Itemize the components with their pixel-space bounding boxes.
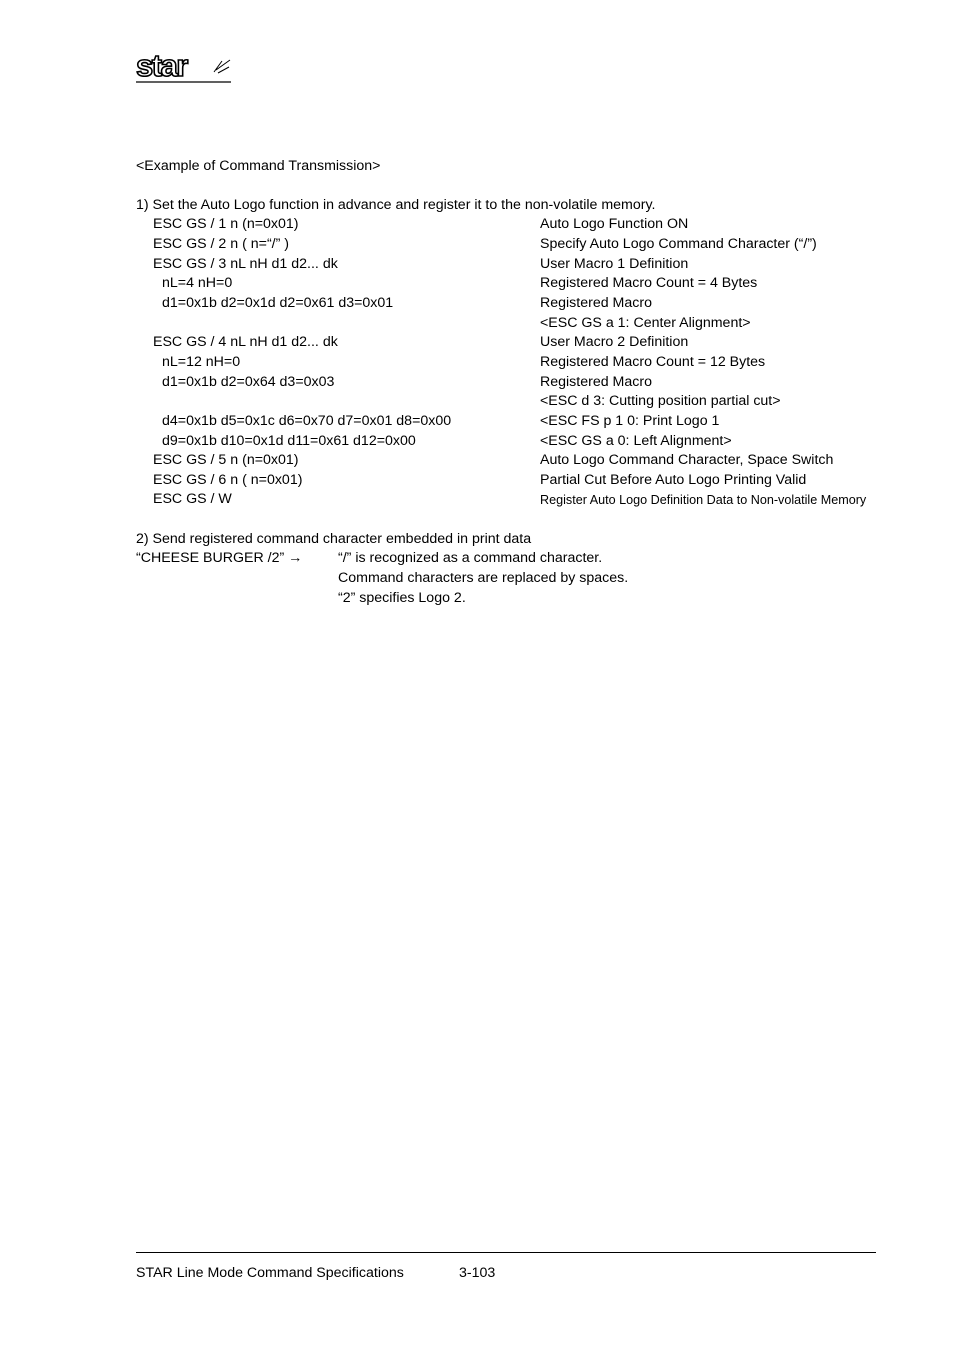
step1-cmd-2: ESC GS / 2 n ( n=“/” ) <box>153 236 290 252</box>
footer-doc-title: STAR Line Mode Command Specifications <box>136 1265 404 1281</box>
step1-title: 1) Set the Auto Logo function in advance and register it to the non-volatile memory. <box>136 197 656 213</box>
step1-desc-1: Auto Logo Function ON <box>540 216 689 232</box>
step1-desc-5: Registered Macro <box>540 295 652 311</box>
step2-note-1: “/” is recognized as a command character. <box>338 550 603 566</box>
step1-desc-14: Partial Cut Before Auto Logo Printing Valid <box>540 472 807 488</box>
step2-note-3: “2” specifies Logo 2. <box>338 590 466 606</box>
step1-cmd-14: ESC GS / 6 n ( n=0x01) <box>153 472 303 488</box>
step1-desc-6: <ESC GS a 1: Center Alignment> <box>540 315 751 331</box>
logo-star-mark-icon <box>214 60 230 73</box>
step2-title: 2) Send registered command character embedded in print data <box>136 531 532 547</box>
step1-cmd-8: nL=12 nH=0 <box>162 354 241 370</box>
step1-desc-12: <ESC GS a 0: Left Alignment> <box>540 433 732 449</box>
step1-cmd-3: ESC GS / 3 nL nH d1 d2... dk <box>153 256 338 272</box>
step1-desc-10: <ESC d 3: Cutting position partial cut> <box>540 393 781 409</box>
step1-desc-13: Auto Logo Command Character, Space Switch <box>540 452 834 468</box>
step1-cmd-15: ESC GS / W <box>153 491 232 507</box>
step1-cmd-9: d1=0x1b d2=0x64 d3=0x03 <box>162 374 335 390</box>
step1-cmd-12: d9=0x1b d10=0x1d d11=0x61 d12=0x00 <box>162 433 416 449</box>
step1-desc-7: User Macro 2 Definition <box>540 334 689 350</box>
step1-desc-8: Registered Macro Count = 12 Bytes <box>540 354 766 370</box>
step1-cmd-7: ESC GS / 4 nL nH d1 d2... dk <box>153 334 338 350</box>
example-heading: <Example of Command Transmission> <box>136 158 381 174</box>
step1-desc-4: Registered Macro Count = 4 Bytes <box>540 275 758 291</box>
step1-desc-3: User Macro 1 Definition <box>540 256 689 272</box>
step1-desc-2: Specify Auto Logo Command Character (“/”) <box>540 236 817 252</box>
step1-cmd-1: ESC GS / 1 n (n=0x01) <box>153 216 299 232</box>
footer-page-number: 3-103 <box>459 1265 496 1281</box>
step1-desc-9: Registered Macro <box>540 374 652 390</box>
star-logo <box>136 52 232 84</box>
logo-wordmark: star <box>136 52 187 83</box>
step1-cmd-4: nL=4 nH=0 <box>162 275 233 291</box>
step2-example: “CHEESE BURGER /2” → <box>136 550 303 566</box>
step1-cmd-11: d4=0x1b d5=0x1c d6=0x70 d7=0x01 d8=0x00 <box>162 413 452 429</box>
step2-note-2: Command characters are replaced by spaces. <box>338 570 629 586</box>
step1-desc-11: <ESC FS p 1 0: Print Logo 1 <box>540 413 720 429</box>
step1-cmd-13: ESC GS / 5 n (n=0x01) <box>153 452 299 468</box>
footer-divider <box>136 1252 876 1253</box>
step1-desc-15: Register Auto Logo Definition Data to Non-volatile Memory <box>540 493 867 507</box>
step1-cmd-5: d1=0x1b d2=0x1d d2=0x61 d3=0x01 <box>162 295 394 311</box>
